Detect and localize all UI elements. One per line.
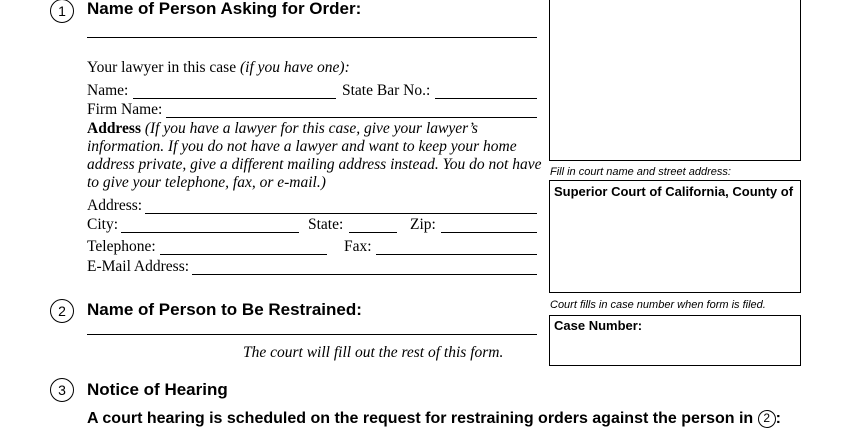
section-heading-name-of-person-restrained: Name of Person to Be Restrained:: [87, 300, 362, 319]
fax-label: Fax:: [344, 238, 372, 255]
case-number-box[interactable]: [549, 315, 801, 366]
section-number-3: 3: [50, 378, 74, 402]
clerk-stamp-box: [549, 0, 801, 161]
lawyer-name-field[interactable]: [133, 98, 336, 99]
state-label: State:: [308, 216, 344, 233]
hearing-scheduled-text: A court hearing is scheduled on the request for restraining orders against the person in 2 :: [87, 410, 781, 427]
person-restrained-name-field[interactable]: [87, 334, 537, 335]
address-instructions: Address (If you have a lawyer for this case, give your lawyer’s information. If you do not have a lawyer and want to keep your home address private, give a different mailing address instead. You do not have to give your telephone, fax, or e-mail.): [87, 120, 542, 191]
court-name-label: Superior Court of California, County of: [554, 184, 794, 199]
firm-name-label: Firm Name:: [87, 101, 163, 118]
court-fill-rest-note: The court will fill out the rest of this form.: [243, 344, 504, 361]
firm-name-field[interactable]: [166, 117, 537, 118]
telephone-field[interactable]: [160, 254, 327, 255]
state-bar-field[interactable]: [435, 98, 537, 99]
section-heading-notice-of-hearing: Notice of Hearing: [87, 380, 228, 399]
person-asking-name-field[interactable]: [87, 37, 537, 38]
address-field[interactable]: [145, 213, 537, 214]
state-bar-label: State Bar No.:: [342, 82, 431, 99]
case-number-note: Court fills in case number when form is filed.: [550, 299, 766, 311]
telephone-label: Telephone:: [87, 238, 156, 255]
section-ref-2: 2: [758, 410, 776, 428]
email-field[interactable]: [192, 274, 537, 275]
section-number-2: 2: [50, 299, 74, 323]
lawyer-name-label: Name:: [87, 82, 129, 99]
lawyer-intro-text: Your lawyer in this case (if you have one):: [87, 59, 350, 76]
city-label: City:: [87, 216, 119, 233]
court-name-box[interactable]: [549, 180, 801, 293]
fax-field[interactable]: [376, 254, 537, 255]
address-label: Address:: [87, 197, 143, 214]
address-bold-label: Address: [87, 120, 141, 137]
state-field[interactable]: [349, 232, 397, 233]
email-label: E-Mail Address:: [87, 258, 190, 275]
section-number-1: 1: [50, 0, 74, 23]
section-heading-name-of-person-asking: Name of Person Asking for Order:: [87, 0, 362, 18]
zip-field[interactable]: [441, 232, 537, 233]
city-field[interactable]: [121, 232, 299, 233]
zip-label: Zip:: [410, 216, 436, 233]
case-number-label: Case Number:: [554, 318, 643, 333]
court-fill-note: Fill in court name and street address:: [550, 166, 731, 178]
